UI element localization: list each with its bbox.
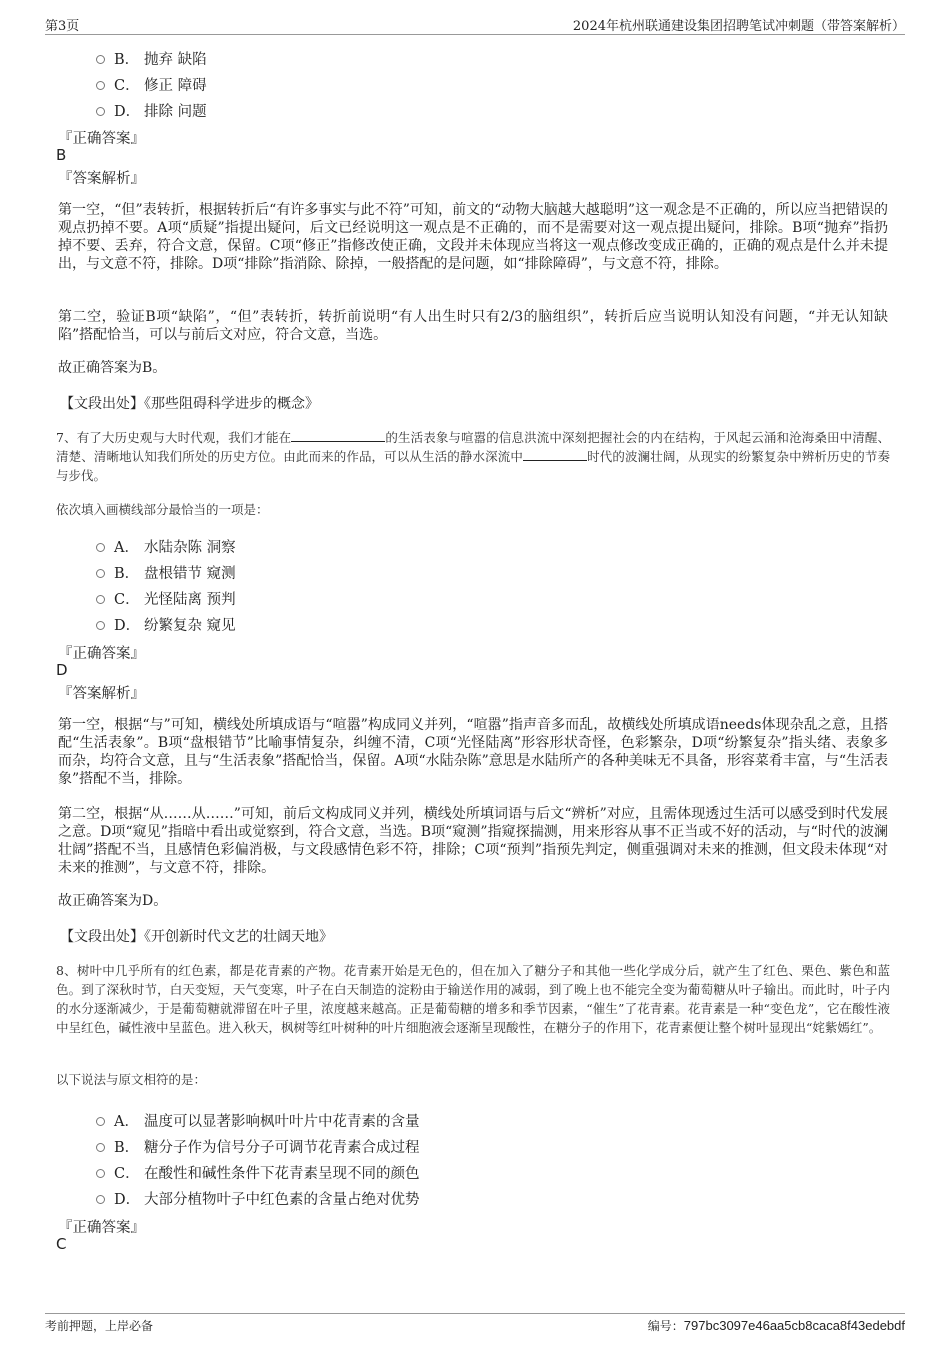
q7-option-c[interactable]: C． 光怪陆离 预判	[96, 585, 236, 611]
page-number: 第3页	[45, 19, 80, 34]
q6-option-b[interactable]: B． 抛弃 缺陷	[96, 45, 207, 71]
radio-icon[interactable]	[96, 595, 105, 604]
page-header	[45, 12, 905, 35]
q7-option-b[interactable]: B． 盘根错节 窥测	[96, 559, 236, 585]
q6-option-c[interactable]: C． 修正 障碍	[96, 71, 207, 97]
q7-analysis-p3: 故正确答案为D。	[58, 893, 168, 909]
radio-icon[interactable]	[96, 1143, 105, 1152]
document-title: 2024年杭州联通建设集团招聘笔试冲刺题（带答案解析）	[572, 19, 905, 34]
q7-prompt: 依次填入画横线部分最恰当的一项是：	[56, 502, 269, 517]
q6-option-d[interactable]: D． 排除 问题	[96, 97, 207, 123]
q7-answer: D	[56, 661, 68, 679]
q8-options	[96, 1107, 420, 1211]
radio-icon[interactable]	[96, 1195, 105, 1204]
q6-source: 【文段出处】《那些阻碍科学进步的概念》	[60, 396, 319, 412]
blank-line	[523, 448, 587, 461]
q6-analysis-p3: 故正确答案为B。	[58, 360, 167, 376]
q7-options	[96, 533, 236, 637]
q7-analysis-p1: 第一空，根据“与”可知，横线处所填成语与“喧嚣”构成同义并列，“喧嚣”指声音多而乱，故横线处所填成语needs体现杂乱之意，且搭配“生活表象”。B项“盘根错节”比喻事情复杂，纠缠不清，C项“光怪陆离”形容形状奇怪，色彩繁杂，D项“纷繁复杂”指头绪、表象多而杂，均符合文意，且与“生活表象”搭配恰当，保留。A项“水陆杂陈”意思是水陆所产的各种美味无不具备，形容菜肴丰富，与“生活表象”搭配不当，排除。	[58, 717, 888, 787]
radio-icon[interactable]	[96, 55, 105, 64]
q6-answer: B	[56, 146, 67, 164]
q7-analysis-p2: 第二空，根据“从……从……”可知，前后文构成同义并列，横线处所填词语与后文“辨析”对应，且需体现透过生活可以感受到时代发展之意。D项“窥见”指暗中看出或觉察到，符合文意，当选。B项“窥测”指窥探揣测，用来形容从事不正当或不好的活动，与“时代的波澜壮阔”搭配不当，且感情色彩偏消极，与文段感情色彩不符，排除；C项“预判”指预先判定，侧重强调对未来的推测，但文段未体现“对未来的推测”，与文意不符，排除。	[58, 806, 888, 876]
radio-icon[interactable]	[96, 543, 105, 552]
q8-option-c[interactable]: C． 在酸性和碱性条件下花青素呈现不同的颜色	[96, 1159, 420, 1185]
footer-slogan: 考前押题，上岸必备	[45, 1319, 154, 1333]
q6-options	[96, 45, 207, 123]
radio-icon[interactable]	[96, 621, 105, 630]
q8-answer-label: 『正确答案』	[58, 1220, 145, 1236]
q7-option-a[interactable]: A． 水陆杂陈 洞察	[96, 533, 236, 559]
radio-icon[interactable]	[96, 1117, 105, 1126]
page-footer	[45, 1313, 905, 1334]
document-code: 编号：797bc3097e46aa5cb8caca8f43edebdf	[647, 1318, 905, 1333]
q8-stem: 8、树叶中几乎所有的红色素，都是花青素的产物。花青素开始是无色的，但在加入了糖分子和其他一些化学成分后，就产生了红色、栗色、紫色和蓝色。到了深秋时节，白天变短，天气变寒，叶子在白天制造的淀粉由于输送作用的减弱，到了晚上也不能完全变为葡萄糖从叶子输出。而此时，叶子内的水分逐渐减少，于是葡萄糖就滞留在叶子里，浓度越来越高。正是葡萄糖的增多和季节因素，“催生”了花青素。花青素是一种“变色龙”，它在酸性液中呈红色，碱性液中呈蓝色。进入秋天，枫树等红叶树种的叶片细胞液会逐渐呈现酸性，在糖分子的作用下，花青素便让整个树叶显现出“姹紫嫣红”。	[56, 963, 890, 1035]
radio-icon[interactable]	[96, 107, 105, 116]
q8-answer: C	[56, 1235, 67, 1253]
q8-option-a[interactable]: A． 温度可以显著影响枫叶叶片中花青素的含量	[96, 1107, 420, 1133]
q7-answer-label: 『正确答案』	[58, 646, 145, 662]
radio-icon[interactable]	[96, 1169, 105, 1178]
q7-option-d[interactable]: D． 纷繁复杂 窥见	[96, 611, 236, 637]
q7-analysis-label: 『答案解析』	[58, 686, 145, 702]
q7-source: 【文段出处】《开创新时代文艺的壮阔天地》	[60, 929, 333, 945]
radio-icon[interactable]	[96, 569, 105, 578]
q6-analysis-label: 『答案解析』	[58, 171, 145, 187]
q8-prompt: 以下说法与原文相符的是：	[56, 1072, 207, 1087]
q8-option-d[interactable]: D． 大部分植物叶子中红色素的含量占绝对优势	[96, 1185, 420, 1211]
radio-icon[interactable]	[96, 81, 105, 90]
q6-analysis-p1: 第一空，“但”表转折，根据转折后“有许多事实与此不符”可知，前文的“动物大脑越大越聪明”这一观念是不正确的，所以应当把错误的观点扔掉不要。A项“质疑”指提出疑问，后文已经说明这一观点是不正确的，而不是需要对这一观点提出疑问，排除。B项“抛弃”指扔掉不要、丢弃，符合文意，保留。C项“修正”指修改使正确，文段并未体现应当将这一观点修改变成正确的，正确的观点是什么并未提出，与文意不符，排除。D项“排除”指消除、除掉，一般搭配的是问题，如“排除障碍”，与文意不符，排除。	[58, 202, 888, 272]
blank-line	[291, 429, 385, 442]
q8-option-b[interactable]: B． 糖分子作为信号分子可调节花青素合成过程	[96, 1133, 420, 1159]
q7-stem: 7、有了大历史观与大时代观，我们才能在 的生活表象与喧嚣的信息洪流中深刻把握社会的内在结构，于风起云涌和沧海桑田中清醒、清楚、清晰地认知我们所处的历史方位。由此而来的作品，可以从生活的静水深流中 时代的波澜壮阔，从现实的纷繁复杂中辨析历史的节奏与步伐。	[56, 430, 890, 483]
q6-answer-label: 『正确答案』	[58, 131, 145, 147]
q6-analysis-p2: 第二空，验证B项“缺陷”，“但”表转折，转折前说明“有人出生时只有2/3的脑组织”，转折后应当说明认知没有问题，“并无认知缺陷”搭配恰当，可以与前后文对应，符合文意，当选。	[58, 309, 888, 343]
